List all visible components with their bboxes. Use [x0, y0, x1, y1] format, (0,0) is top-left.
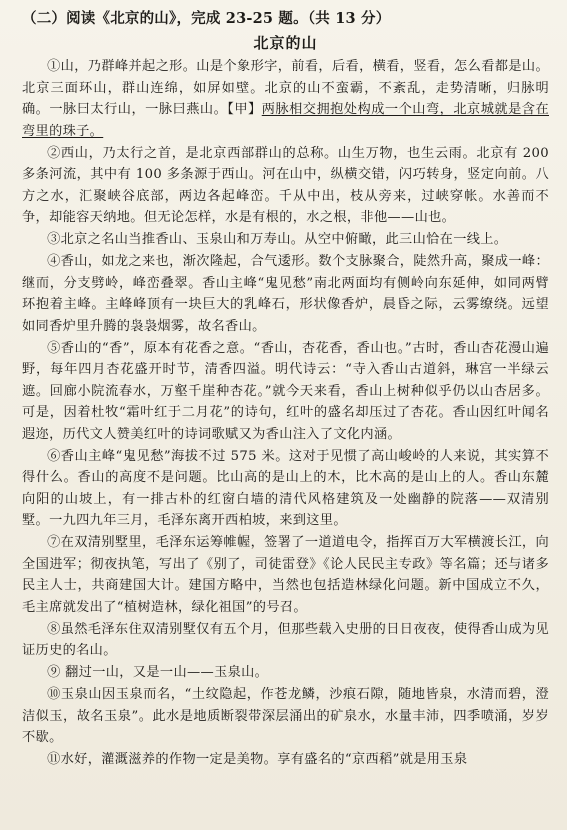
paragraph-4: ④香山，如龙之来也，渐次隆起，合气逶形。数个支脉聚合，陡然升高，聚成一峰：继而，分支劈岭，峰峦叠翠。香山主峰“鬼见愁”南北两面均有侧岭向东延伸，如同两臂环抱着主峰。主峰峰顶有一块巨大的乳峰石，形状像香炉，晨昏之际，云雾缭绕。远望如同香炉里升腾的袅袅烟雾，故名香山。 — [22, 254, 549, 334]
paragraph-2: ②西山，乃太行之首，是北京西部群山的总称。山生万物，也生云雨。北京有 200 多条河流，其中有 100 多条源于西山。河在山中，纵横交错，闪巧转身，竖定向前。八方之水，汇聚峡谷底部，两边各起峰峦。千从中出，枝从旁来，过峡穿帐。水善而不争，却能容天纳地。但无论怎样，水是有根的，水之根，非他——山也。 — [22, 145, 549, 225]
paragraph-1 — [22, 56, 549, 142]
paragraph-9: ⑨ 翻过一山，又是一山——玉泉山。 — [47, 665, 269, 680]
paragraph-11: ⑪水好，灌溉滋养的作物一定是美物。享有盛名的“京西稻”就是用玉泉 — [47, 752, 468, 767]
section-header: （二）阅读《北京的山》，完成 23-25 题。（共 13 分） — [22, 10, 391, 27]
paragraph-7: ⑦在双清别墅里，毛泽东运筹帷幄，签署了一道道电令，指挥百万大军横渡长江，向全国进军；彻夜执笔，写出了《别了，司徒雷登》《论人民民主专政》等名篇；还与诸多民主人士，共商建国大计。建国方略中，当然也包括造林绿化问题。新中国成立不久，毛主席就发出了“植树造林，绿化祖国”的号召。 — [22, 535, 549, 615]
paragraph-1-underlined-sentence: 两脉相交拥抱处构成一个山弯，北京城就是含在弯里的珠子。 — [22, 102, 549, 139]
paragraph-1-text: ①山，乃群峰并起之形。山是个象形字，前看，后看，横看，竖看，怎么看都是山。北京三面环山，群山连绵，如屏如壁。北京的山不蛮霸，不紊乱，走势清晰，归脉明确。一脉曰太行山，一脉曰燕山。【甲】 — [22, 59, 549, 117]
paragraph-3: ③北京之名山当推香山、玉泉山和万寿山。从空中俯瞰，此三山恰在一线上。 — [47, 232, 508, 247]
paragraph-8: ⑧虽然毛泽东住双清别墅仅有五个月，但那些载入史册的日日夜夜，使得香山成为见证历史的名山。 — [22, 621, 549, 658]
article-title: 北京的山 — [253, 34, 318, 52]
paragraph-6: ⑥香山主峰“鬼见愁”海拔不过 575 米。这对于见惯了高山峻岭的人来说，其实算不得什么。香山的高度不是问题。比山高的是山上的木，比木高的是山上的人。香山东麓向阳的山坡上，有一排古朴的红窗白墙的清代风格建筑及一处幽静的院落——双清别墅。一九四九年三月，毛泽东离开西柏坡，来到这里。 — [22, 448, 549, 528]
paragraph-5: ⑤香山的“香”，原本有花香之意。“香山，杏花香，香山也。”古时，香山杏花漫山遍野，每年四月杏花盛开时节，清香四溢。明代诗云：“寺入香山古道斜，琳宫一半绿云遮。回廊小院流春水，万壑千崖种杏花。”就今天来看，香山上树种似乎仍以山杏居多。可是，因着杜牧“霜叶红于二月花”的诗句，红叶的盛名却压过了杏花。香山因红叶闻名遐迩，历代文人赞美红叶的诗词歌赋又为香山注入了文化内涵。 — [22, 340, 549, 442]
paragraph-10: ⑩玉泉山因玉泉而名，“土纹隐起，作苍龙鳞，沙痕石隙，随地皆泉，水清而碧，澄洁似玉，故名玉泉”。此水是地质断裂带深层涌出的矿泉水，水量丰沛，四季喷涌，岁岁不歇。 — [22, 687, 549, 745]
